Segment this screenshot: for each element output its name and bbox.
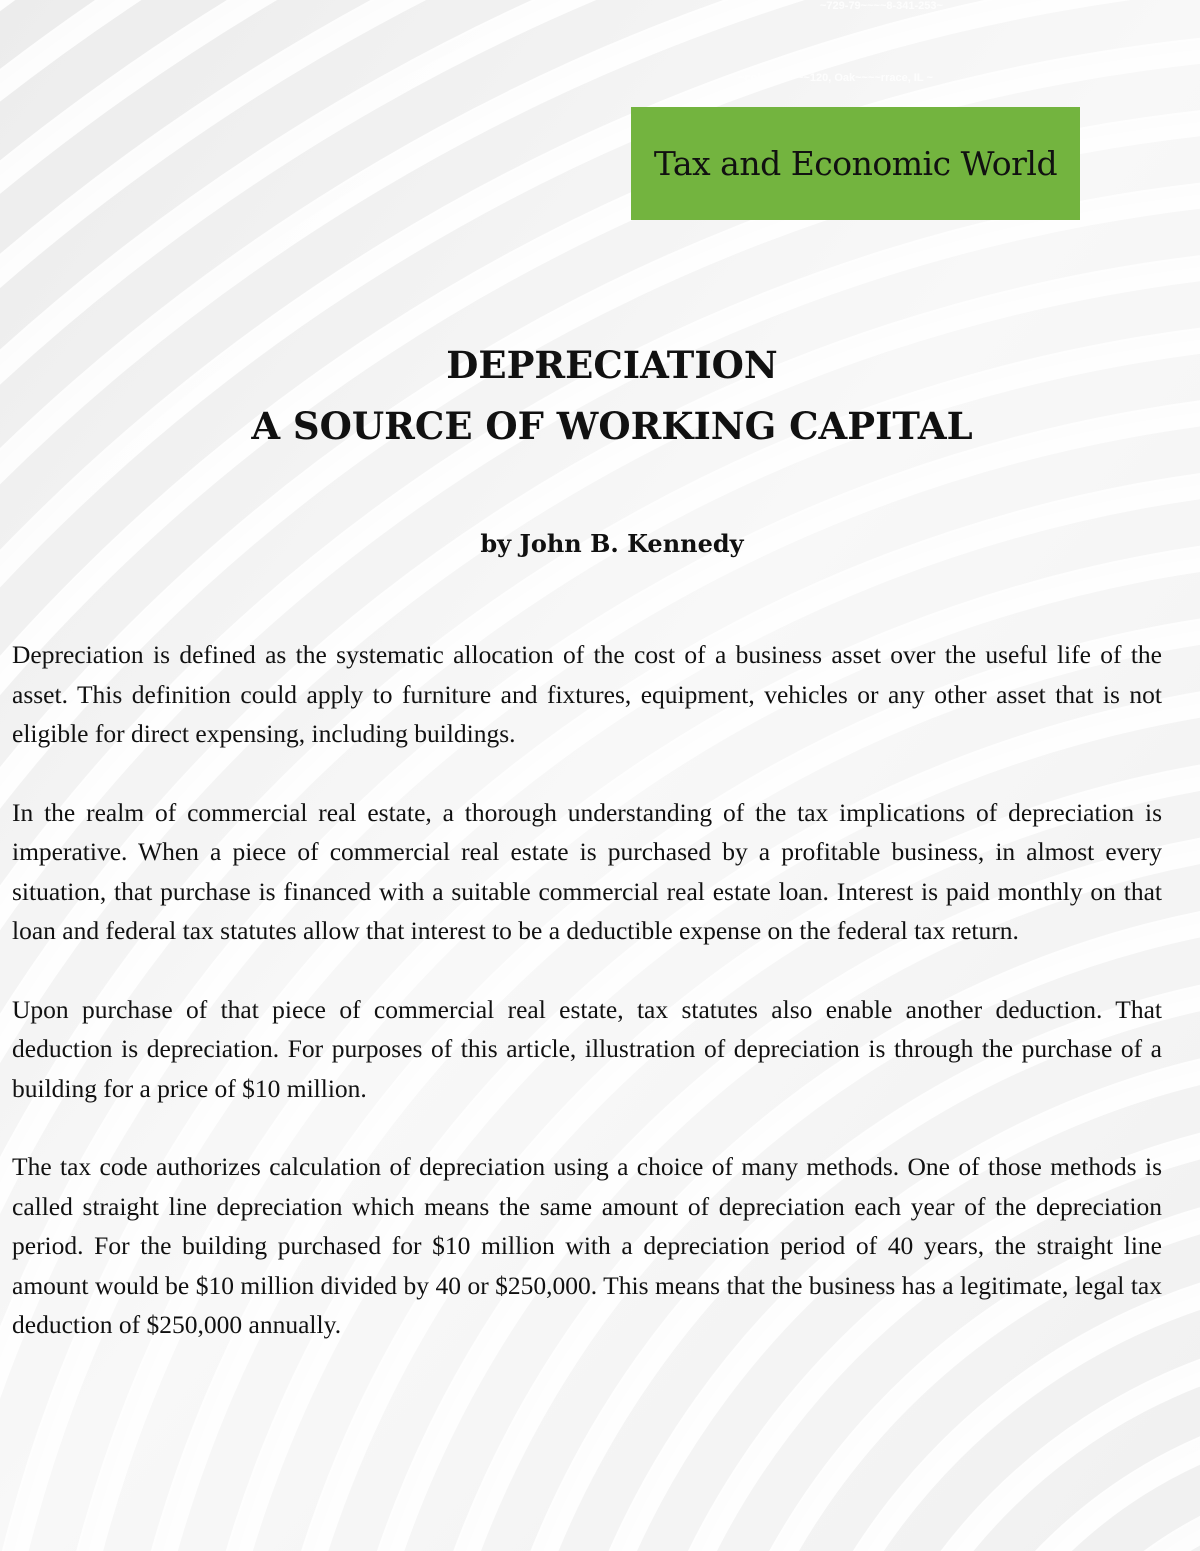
brand-name: Tax and Economic World — [653, 144, 1058, 183]
header-contact-address: ~coln Ce~~~~120, Oak~~~~rrace, IL ~ — [738, 72, 933, 84]
article-paragraph: Depreciation is defined as the systematic allocation of the cost of a business asset over the useful life of the asset. This definition could apply to furniture and fixtures, equipment, vehicles or any other asset that is not eligible for direct expensing, including buildings. — [12, 640, 1162, 748]
article-paragraph: In the realm of commercial real estate, a thorough understanding of the tax implications of depreciation is imperative. When a piece of commercial real estate is purchased by a profitable business, in almost every situation, that purchase is financed with a suitable commercial real estate loan. Interest is paid monthly on that loan and federal tax statutes allow that interest to be a deductible expense on the federal tax return. — [12, 797, 1162, 945]
location-icon: ▲ — [898, 38, 908, 49]
header-contact-phones: ~729-79~~~~8-341-253~ — [820, 0, 943, 12]
brand-banner — [631, 107, 1080, 220]
article-title-line1: DEPRECIATION — [446, 343, 778, 387]
article-paragraph: The tax code authorizes calculation of depreciation using a choice of many methods. One of those methods is called straight line depreciation which means the same amount of depreciation each year of the depreciation period. For the building purchased for $10 million with a depreciation period of 40 years, the straight line amount would be $10 million divided by 40 or $250,000. This means that the business has a legitimate, legal tax deduction of $250,000 annually. — [12, 1152, 1162, 1339]
article-title-line2: A SOURCE OF WORKING CAPITAL — [251, 404, 973, 448]
article-paragraph: Upon purchase of that piece of commercial real estate, tax statutes also enable another deduction. That deduction is depreciation. For purposes of this article, illustration of depreciation is through the purchase of a building for a price of $10 million. — [12, 994, 1162, 1103]
article-byline: by John B. Kennedy — [480, 529, 744, 558]
article-body — [12, 635, 1162, 1384]
